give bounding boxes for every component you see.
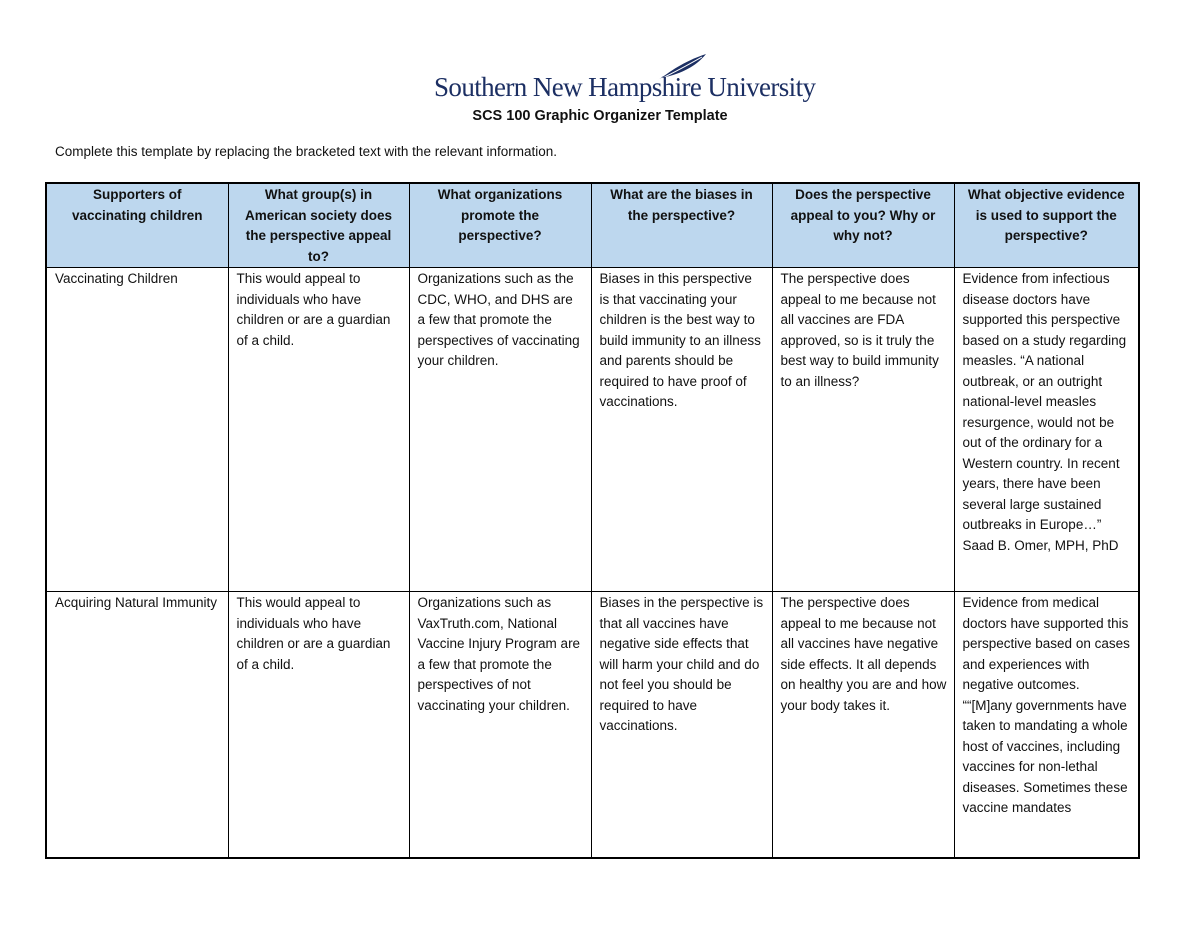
table-cell: Organizations such as VaxTruth.com, National Vaccine Injury Program are a few that promote the perspectives of not vaccinating your children. bbox=[409, 592, 591, 859]
table-cell: Evidence from infectious disease doctors have supported this perspective based on a study regarding measles. “A national outbreak, or an outright national-level measles resurgence, would not be out of the ordinary for a Western country. In recent years, there have been several large sustained outbreaks in Europe…” Saad B. Omer, MPH, PhD bbox=[954, 268, 1139, 592]
table-cell: Vaccinating Children bbox=[46, 268, 228, 592]
table-row bbox=[46, 592, 1139, 859]
header-appeal: Does the perspective appeal to you? Why or why not? bbox=[772, 183, 954, 268]
table-row bbox=[46, 268, 1139, 592]
instructions-text: Complete this template by replacing the bracketed text with the relevant information. bbox=[55, 144, 558, 159]
header-organizations: What organizations promote the perspective? bbox=[409, 183, 591, 268]
table-cell: Biases in this perspective is that vaccinating your children is the best way to build immunity to an illness and parents should be required to have proof of vaccinations. bbox=[591, 268, 772, 592]
table-cell: Acquiring Natural Immunity bbox=[46, 592, 228, 859]
table-cell: The perspective does appeal to me because not all vaccines have negative side effects. It all depends on healthy you are and how your body takes it. bbox=[772, 592, 954, 859]
university-logo bbox=[432, 52, 816, 104]
graphic-organizer-table bbox=[45, 182, 1140, 859]
header-groups: What group(s) in American society does the perspective appeal to? bbox=[228, 183, 409, 268]
table-cell: The perspective does appeal to me because not all vaccines are FDA approved, so is it truly the best way to build immunity to an illness? bbox=[772, 268, 954, 592]
header-supporters: Supporters of vaccinating children bbox=[46, 183, 228, 268]
table-cell: This would appeal to individuals who have children or are a guardian of a child. bbox=[228, 268, 409, 592]
table-header-row bbox=[46, 183, 1139, 268]
header-evidence: What objective evidence is used to support the perspective? bbox=[954, 183, 1139, 268]
table-cell: Organizations such as the CDC, WHO, and DHS are a few that promote the perspectives of vaccinating your children. bbox=[409, 268, 591, 592]
table-cell: Biases in the perspective is that all vaccines have negative side effects that will harm your child and do not feel you should be required to have vaccinations. bbox=[591, 592, 772, 859]
header-biases: What are the biases in the perspective? bbox=[591, 183, 772, 268]
page-title: SCS 100 Graphic Organizer Template bbox=[472, 108, 728, 124]
logo-wordmark: Southern New Hampshire University bbox=[434, 72, 816, 102]
table-cell: Evidence from medical doctors have supported this perspective based on cases and experiences with negative outcomes. ““[M]any governments have taken to mandating a whole host of vaccines, including vaccines for non-lethal diseases. Sometimes these vaccine mandates bbox=[954, 592, 1139, 859]
table-cell: This would appeal to individuals who have children or are a guardian of a child. bbox=[228, 592, 409, 859]
